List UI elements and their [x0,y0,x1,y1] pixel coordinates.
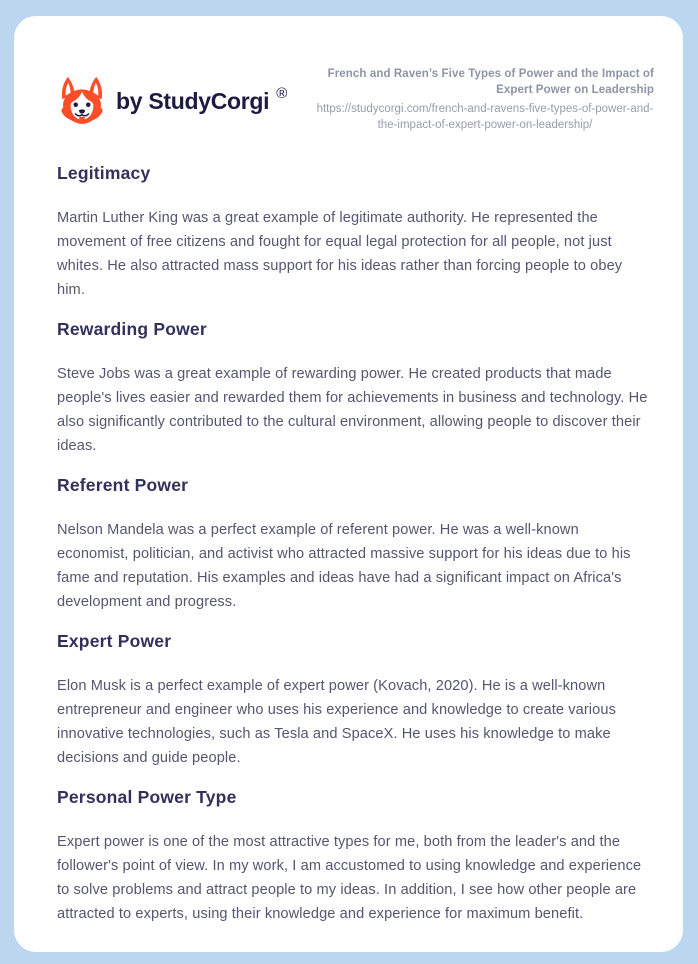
document-section [57,475,654,614]
section-paragraph: Expert power is one of the most attractive types for me, both from the leader's and the follower's point of view. In my work, I am accustomed to using knowledge and experience to solve problems and attract people to my ideas. In addition, I see how other people are attracted to experts, using their knowledge and experience for maximum benefit. [57,834,642,922]
brand-name: by StudyCorgi [116,88,270,114]
document-section [57,163,654,302]
document-section [57,787,654,926]
corgi-icon [57,75,107,127]
section-heading: Referent Power [57,475,189,495]
section-paragraph: Steve Jobs was a great example of rewarding power. He created products that made people's lives easier and rewarded them for achievements in business and technology. He also significantly contributed to the cultural environment, allowing people to discover their ideas. [57,366,648,454]
document-section [57,631,654,770]
section-paragraph: Elon Musk is a perfect example of expert power (Kovach, 2020). He is a well-known entrepreneur and engineer who uses his experience and knowledge to create various innovative technologies, such as Tesla and SpaceX. He uses his knowledge to make decisions and guide people. [57,678,616,766]
registered-trademark: ® [276,85,288,102]
studycorgi-brand [57,75,287,127]
document-title: French and Raven’s Five Types of Power and the Impact of Expert Power on Leadership [327,68,654,96]
section-heading: Expert Power [57,631,172,651]
document-section [57,319,654,458]
section-paragraph: Nelson Mandela was a perfect example of referent power. He was a well-known economist, politician, and activist who attracted massive support for his ideas due to his fame and reputation. His examples and ideas have had a significant impact on Africa's development and progress. [57,522,631,610]
document-body [57,163,654,926]
document-meta [316,67,654,133]
section-heading: Rewarding Power [57,319,207,339]
document-url-link[interactable]: https://studycorgi.com/french-and-ravens-five-types-of-power-and-the-impact-of-expert-power-on-leadership/ [316,103,654,131]
document-card [14,16,683,952]
section-paragraph: Martin Luther King was a great example of legitimate authority. He represented the movement of free citizens and fought for equal legal protection for all people, not just whites. He also attracted mass support for his ideas rather than forcing people to obey him. [57,210,623,298]
section-heading: Legitimacy [57,163,151,183]
section-heading: Personal Power Type [57,787,237,807]
document-header [57,68,654,133]
